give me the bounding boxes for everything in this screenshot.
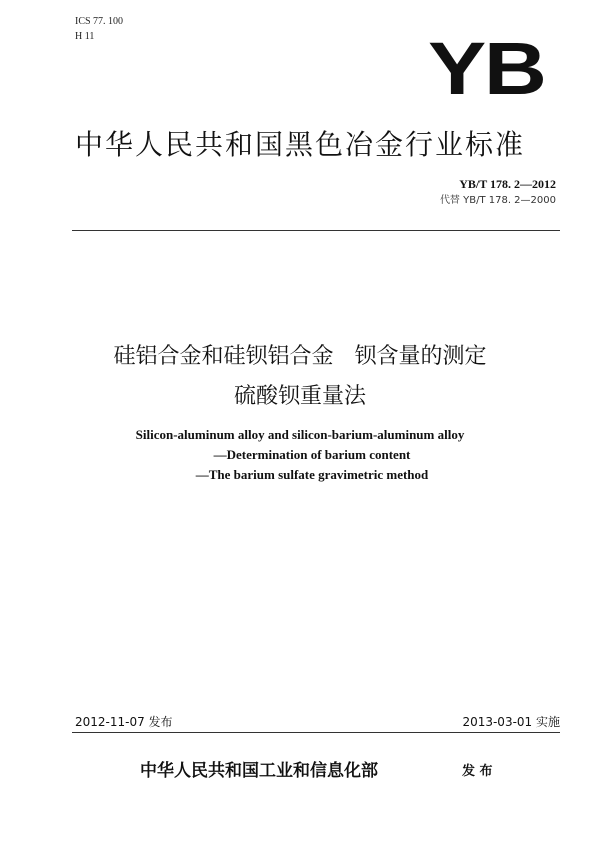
issue-date: 2012-11-07 发布 <box>75 715 173 729</box>
issuing-authority: 中华人民共和国工业和信息化部 <box>140 761 378 781</box>
standard-title: 中华人民共和国黑色冶金行业标准 <box>74 128 525 161</box>
publish-label: 发 布 <box>462 764 493 779</box>
standard-number: YB/T 178. 2—2012 <box>459 177 556 191</box>
english-title-line-3: —The barium sulfate gravimetric method <box>195 467 429 482</box>
english-title-line-2: —Determination of barium content <box>213 447 411 462</box>
implementation-date: 2013-03-01 实施 <box>462 715 560 729</box>
replaces-standard: 代替 YB/T 178. 2—2000 <box>439 195 556 206</box>
chinese-title-line-2: 硫酸钡重量法 <box>233 384 366 409</box>
yb-logo: YB <box>428 27 545 110</box>
top-divider <box>72 230 560 231</box>
english-title-line-1: Silicon-aluminum alloy and silicon-barium-aluminum alloy <box>135 427 465 442</box>
ccs-code: H 11 <box>75 31 95 42</box>
ics-code: ICS 77. 100 <box>75 16 124 27</box>
chinese-title-line-1: 硅铝合金和硅钡铝合金 钡含量的测定 <box>113 344 487 369</box>
bottom-divider <box>72 732 560 733</box>
